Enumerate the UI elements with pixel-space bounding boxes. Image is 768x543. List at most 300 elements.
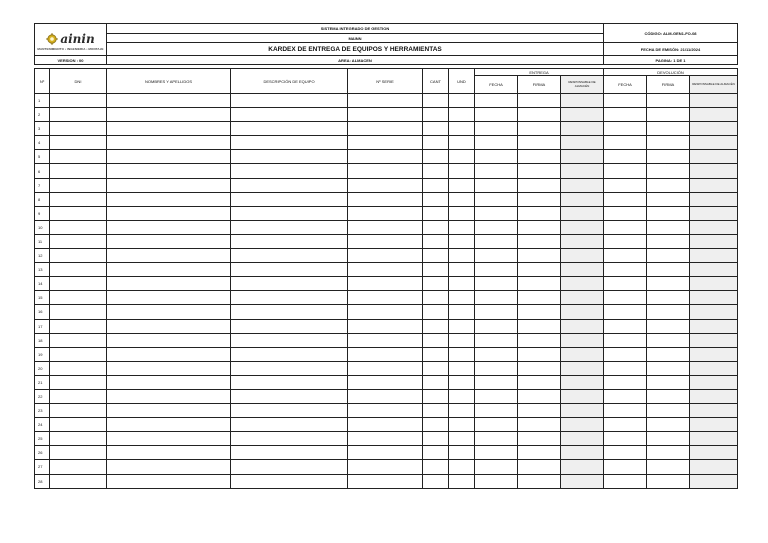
return-responsible-cell[interactable] bbox=[690, 361, 738, 375]
delivery-date-cell[interactable] bbox=[475, 206, 518, 220]
dni-cell[interactable] bbox=[50, 206, 107, 220]
return-sign-cell[interactable] bbox=[647, 277, 690, 291]
description-cell[interactable] bbox=[231, 389, 348, 403]
delivery-responsible-cell[interactable] bbox=[561, 263, 604, 277]
return-sign-cell[interactable] bbox=[647, 206, 690, 220]
delivery-responsible-cell[interactable] bbox=[561, 249, 604, 263]
return-responsible-cell[interactable] bbox=[690, 418, 738, 432]
delivery-responsible-cell[interactable] bbox=[561, 220, 604, 234]
return-responsible-cell[interactable] bbox=[690, 305, 738, 319]
description-cell[interactable] bbox=[231, 192, 348, 206]
return-date-cell[interactable] bbox=[604, 347, 647, 361]
quantity-cell[interactable] bbox=[423, 404, 449, 418]
names-cell[interactable] bbox=[107, 206, 231, 220]
names-cell[interactable] bbox=[107, 474, 231, 488]
dni-cell[interactable] bbox=[50, 94, 107, 108]
serial-cell[interactable] bbox=[348, 122, 423, 136]
names-cell[interactable] bbox=[107, 418, 231, 432]
quantity-cell[interactable] bbox=[423, 164, 449, 178]
return-responsible-cell[interactable] bbox=[690, 178, 738, 192]
return-sign-cell[interactable] bbox=[647, 150, 690, 164]
unit-cell[interactable] bbox=[449, 404, 475, 418]
return-date-cell[interactable] bbox=[604, 192, 647, 206]
unit-cell[interactable] bbox=[449, 263, 475, 277]
serial-cell[interactable] bbox=[348, 432, 423, 446]
delivery-sign-cell[interactable] bbox=[518, 178, 561, 192]
delivery-date-cell[interactable] bbox=[475, 333, 518, 347]
return-sign-cell[interactable] bbox=[647, 375, 690, 389]
return-date-cell[interactable] bbox=[604, 234, 647, 248]
delivery-responsible-cell[interactable] bbox=[561, 432, 604, 446]
dni-cell[interactable] bbox=[50, 474, 107, 488]
delivery-responsible-cell[interactable] bbox=[561, 206, 604, 220]
delivery-date-cell[interactable] bbox=[475, 404, 518, 418]
delivery-responsible-cell[interactable] bbox=[561, 319, 604, 333]
names-cell[interactable] bbox=[107, 249, 231, 263]
quantity-cell[interactable] bbox=[423, 249, 449, 263]
delivery-responsible-cell[interactable] bbox=[561, 150, 604, 164]
serial-cell[interactable] bbox=[348, 375, 423, 389]
dni-cell[interactable] bbox=[50, 432, 107, 446]
description-cell[interactable] bbox=[231, 375, 348, 389]
delivery-sign-cell[interactable] bbox=[518, 291, 561, 305]
dni-cell[interactable] bbox=[50, 263, 107, 277]
unit-cell[interactable] bbox=[449, 418, 475, 432]
delivery-sign-cell[interactable] bbox=[518, 164, 561, 178]
dni-cell[interactable] bbox=[50, 122, 107, 136]
return-responsible-cell[interactable] bbox=[690, 192, 738, 206]
return-responsible-cell[interactable] bbox=[690, 432, 738, 446]
names-cell[interactable] bbox=[107, 178, 231, 192]
unit-cell[interactable] bbox=[449, 347, 475, 361]
names-cell[interactable] bbox=[107, 192, 231, 206]
serial-cell[interactable] bbox=[348, 333, 423, 347]
return-sign-cell[interactable] bbox=[647, 460, 690, 474]
return-date-cell[interactable] bbox=[604, 164, 647, 178]
names-cell[interactable] bbox=[107, 460, 231, 474]
return-responsible-cell[interactable] bbox=[690, 94, 738, 108]
description-cell[interactable] bbox=[231, 432, 348, 446]
return-sign-cell[interactable] bbox=[647, 108, 690, 122]
delivery-sign-cell[interactable] bbox=[518, 333, 561, 347]
serial-cell[interactable] bbox=[348, 291, 423, 305]
quantity-cell[interactable] bbox=[423, 122, 449, 136]
unit-cell[interactable] bbox=[449, 136, 475, 150]
description-cell[interactable] bbox=[231, 277, 348, 291]
delivery-sign-cell[interactable] bbox=[518, 474, 561, 488]
return-sign-cell[interactable] bbox=[647, 361, 690, 375]
return-sign-cell[interactable] bbox=[647, 263, 690, 277]
return-responsible-cell[interactable] bbox=[690, 150, 738, 164]
return-date-cell[interactable] bbox=[604, 432, 647, 446]
delivery-responsible-cell[interactable] bbox=[561, 347, 604, 361]
delivery-date-cell[interactable] bbox=[475, 150, 518, 164]
delivery-responsible-cell[interactable] bbox=[561, 375, 604, 389]
dni-cell[interactable] bbox=[50, 347, 107, 361]
delivery-date-cell[interactable] bbox=[475, 375, 518, 389]
return-date-cell[interactable] bbox=[604, 249, 647, 263]
delivery-responsible-cell[interactable] bbox=[561, 277, 604, 291]
delivery-sign-cell[interactable] bbox=[518, 432, 561, 446]
names-cell[interactable] bbox=[107, 263, 231, 277]
return-sign-cell[interactable] bbox=[647, 178, 690, 192]
serial-cell[interactable] bbox=[348, 192, 423, 206]
serial-cell[interactable] bbox=[348, 361, 423, 375]
dni-cell[interactable] bbox=[50, 164, 107, 178]
return-responsible-cell[interactable] bbox=[690, 446, 738, 460]
quantity-cell[interactable] bbox=[423, 220, 449, 234]
serial-cell[interactable] bbox=[348, 150, 423, 164]
unit-cell[interactable] bbox=[449, 277, 475, 291]
delivery-date-cell[interactable] bbox=[475, 178, 518, 192]
delivery-responsible-cell[interactable] bbox=[561, 333, 604, 347]
dni-cell[interactable] bbox=[50, 136, 107, 150]
unit-cell[interactable] bbox=[449, 249, 475, 263]
quantity-cell[interactable] bbox=[423, 234, 449, 248]
delivery-sign-cell[interactable] bbox=[518, 263, 561, 277]
unit-cell[interactable] bbox=[449, 460, 475, 474]
serial-cell[interactable] bbox=[348, 460, 423, 474]
delivery-sign-cell[interactable] bbox=[518, 446, 561, 460]
dni-cell[interactable] bbox=[50, 178, 107, 192]
unit-cell[interactable] bbox=[449, 389, 475, 403]
description-cell[interactable] bbox=[231, 361, 348, 375]
return-sign-cell[interactable] bbox=[647, 474, 690, 488]
names-cell[interactable] bbox=[107, 291, 231, 305]
description-cell[interactable] bbox=[231, 418, 348, 432]
serial-cell[interactable] bbox=[348, 136, 423, 150]
delivery-sign-cell[interactable] bbox=[518, 249, 561, 263]
return-sign-cell[interactable] bbox=[647, 220, 690, 234]
delivery-date-cell[interactable] bbox=[475, 277, 518, 291]
delivery-sign-cell[interactable] bbox=[518, 418, 561, 432]
quantity-cell[interactable] bbox=[423, 389, 449, 403]
return-responsible-cell[interactable] bbox=[690, 136, 738, 150]
dni-cell[interactable] bbox=[50, 291, 107, 305]
delivery-date-cell[interactable] bbox=[475, 319, 518, 333]
quantity-cell[interactable] bbox=[423, 305, 449, 319]
delivery-responsible-cell[interactable] bbox=[561, 446, 604, 460]
dni-cell[interactable] bbox=[50, 319, 107, 333]
return-date-cell[interactable] bbox=[604, 319, 647, 333]
names-cell[interactable] bbox=[107, 136, 231, 150]
dni-cell[interactable] bbox=[50, 108, 107, 122]
description-cell[interactable] bbox=[231, 234, 348, 248]
dni-cell[interactable] bbox=[50, 305, 107, 319]
delivery-date-cell[interactable] bbox=[475, 389, 518, 403]
names-cell[interactable] bbox=[107, 108, 231, 122]
return-responsible-cell[interactable] bbox=[690, 249, 738, 263]
names-cell[interactable] bbox=[107, 220, 231, 234]
return-responsible-cell[interactable] bbox=[690, 319, 738, 333]
names-cell[interactable] bbox=[107, 164, 231, 178]
quantity-cell[interactable] bbox=[423, 474, 449, 488]
serial-cell[interactable] bbox=[348, 164, 423, 178]
return-date-cell[interactable] bbox=[604, 263, 647, 277]
delivery-sign-cell[interactable] bbox=[518, 375, 561, 389]
delivery-responsible-cell[interactable] bbox=[561, 234, 604, 248]
quantity-cell[interactable] bbox=[423, 446, 449, 460]
unit-cell[interactable] bbox=[449, 234, 475, 248]
delivery-date-cell[interactable] bbox=[475, 460, 518, 474]
return-date-cell[interactable] bbox=[604, 418, 647, 432]
return-sign-cell[interactable] bbox=[647, 192, 690, 206]
delivery-sign-cell[interactable] bbox=[518, 277, 561, 291]
delivery-date-cell[interactable] bbox=[475, 220, 518, 234]
quantity-cell[interactable] bbox=[423, 206, 449, 220]
return-responsible-cell[interactable] bbox=[690, 389, 738, 403]
delivery-sign-cell[interactable] bbox=[518, 94, 561, 108]
return-date-cell[interactable] bbox=[604, 220, 647, 234]
quantity-cell[interactable] bbox=[423, 263, 449, 277]
delivery-responsible-cell[interactable] bbox=[561, 122, 604, 136]
return-sign-cell[interactable] bbox=[647, 122, 690, 136]
serial-cell[interactable] bbox=[348, 446, 423, 460]
names-cell[interactable] bbox=[107, 347, 231, 361]
return-date-cell[interactable] bbox=[604, 108, 647, 122]
dni-cell[interactable] bbox=[50, 277, 107, 291]
serial-cell[interactable] bbox=[348, 277, 423, 291]
return-sign-cell[interactable] bbox=[647, 347, 690, 361]
description-cell[interactable] bbox=[231, 220, 348, 234]
unit-cell[interactable] bbox=[449, 432, 475, 446]
return-sign-cell[interactable] bbox=[647, 164, 690, 178]
quantity-cell[interactable] bbox=[423, 418, 449, 432]
return-date-cell[interactable] bbox=[604, 446, 647, 460]
delivery-date-cell[interactable] bbox=[475, 192, 518, 206]
delivery-date-cell[interactable] bbox=[475, 164, 518, 178]
quantity-cell[interactable] bbox=[423, 108, 449, 122]
unit-cell[interactable] bbox=[449, 446, 475, 460]
delivery-date-cell[interactable] bbox=[475, 122, 518, 136]
delivery-responsible-cell[interactable] bbox=[561, 94, 604, 108]
serial-cell[interactable] bbox=[348, 249, 423, 263]
quantity-cell[interactable] bbox=[423, 291, 449, 305]
unit-cell[interactable] bbox=[449, 319, 475, 333]
return-sign-cell[interactable] bbox=[647, 305, 690, 319]
delivery-sign-cell[interactable] bbox=[518, 305, 561, 319]
dni-cell[interactable] bbox=[50, 446, 107, 460]
delivery-responsible-cell[interactable] bbox=[561, 305, 604, 319]
return-responsible-cell[interactable] bbox=[690, 220, 738, 234]
return-responsible-cell[interactable] bbox=[690, 460, 738, 474]
description-cell[interactable] bbox=[231, 347, 348, 361]
quantity-cell[interactable] bbox=[423, 136, 449, 150]
serial-cell[interactable] bbox=[348, 305, 423, 319]
delivery-sign-cell[interactable] bbox=[518, 361, 561, 375]
description-cell[interactable] bbox=[231, 94, 348, 108]
quantity-cell[interactable] bbox=[423, 277, 449, 291]
names-cell[interactable] bbox=[107, 319, 231, 333]
return-responsible-cell[interactable] bbox=[690, 347, 738, 361]
return-date-cell[interactable] bbox=[604, 150, 647, 164]
return-sign-cell[interactable] bbox=[647, 291, 690, 305]
return-date-cell[interactable] bbox=[604, 474, 647, 488]
dni-cell[interactable] bbox=[50, 418, 107, 432]
unit-cell[interactable] bbox=[449, 192, 475, 206]
return-date-cell[interactable] bbox=[604, 375, 647, 389]
names-cell[interactable] bbox=[107, 375, 231, 389]
return-sign-cell[interactable] bbox=[647, 389, 690, 403]
serial-cell[interactable] bbox=[348, 474, 423, 488]
return-responsible-cell[interactable] bbox=[690, 291, 738, 305]
description-cell[interactable] bbox=[231, 136, 348, 150]
description-cell[interactable] bbox=[231, 333, 348, 347]
names-cell[interactable] bbox=[107, 432, 231, 446]
serial-cell[interactable] bbox=[348, 418, 423, 432]
dni-cell[interactable] bbox=[50, 249, 107, 263]
delivery-date-cell[interactable] bbox=[475, 136, 518, 150]
delivery-sign-cell[interactable] bbox=[518, 220, 561, 234]
unit-cell[interactable] bbox=[449, 164, 475, 178]
return-responsible-cell[interactable] bbox=[690, 277, 738, 291]
return-date-cell[interactable] bbox=[604, 460, 647, 474]
return-date-cell[interactable] bbox=[604, 291, 647, 305]
delivery-sign-cell[interactable] bbox=[518, 206, 561, 220]
delivery-date-cell[interactable] bbox=[475, 361, 518, 375]
description-cell[interactable] bbox=[231, 474, 348, 488]
names-cell[interactable] bbox=[107, 234, 231, 248]
quantity-cell[interactable] bbox=[423, 319, 449, 333]
delivery-responsible-cell[interactable] bbox=[561, 164, 604, 178]
return-responsible-cell[interactable] bbox=[690, 206, 738, 220]
delivery-date-cell[interactable] bbox=[475, 234, 518, 248]
return-responsible-cell[interactable] bbox=[690, 234, 738, 248]
return-date-cell[interactable] bbox=[604, 94, 647, 108]
return-date-cell[interactable] bbox=[604, 389, 647, 403]
delivery-sign-cell[interactable] bbox=[518, 136, 561, 150]
delivery-sign-cell[interactable] bbox=[518, 234, 561, 248]
return-sign-cell[interactable] bbox=[647, 404, 690, 418]
return-date-cell[interactable] bbox=[604, 122, 647, 136]
serial-cell[interactable] bbox=[348, 347, 423, 361]
unit-cell[interactable] bbox=[449, 291, 475, 305]
dni-cell[interactable] bbox=[50, 375, 107, 389]
dni-cell[interactable] bbox=[50, 333, 107, 347]
delivery-date-cell[interactable] bbox=[475, 347, 518, 361]
delivery-sign-cell[interactable] bbox=[518, 122, 561, 136]
names-cell[interactable] bbox=[107, 333, 231, 347]
return-date-cell[interactable] bbox=[604, 178, 647, 192]
dni-cell[interactable] bbox=[50, 389, 107, 403]
return-sign-cell[interactable] bbox=[647, 333, 690, 347]
dni-cell[interactable] bbox=[50, 460, 107, 474]
description-cell[interactable] bbox=[231, 319, 348, 333]
quantity-cell[interactable] bbox=[423, 94, 449, 108]
unit-cell[interactable] bbox=[449, 375, 475, 389]
delivery-date-cell[interactable] bbox=[475, 249, 518, 263]
return-responsible-cell[interactable] bbox=[690, 474, 738, 488]
delivery-responsible-cell[interactable] bbox=[561, 404, 604, 418]
return-responsible-cell[interactable] bbox=[690, 122, 738, 136]
description-cell[interactable] bbox=[231, 404, 348, 418]
quantity-cell[interactable] bbox=[423, 375, 449, 389]
serial-cell[interactable] bbox=[348, 234, 423, 248]
delivery-date-cell[interactable] bbox=[475, 474, 518, 488]
serial-cell[interactable] bbox=[348, 206, 423, 220]
return-date-cell[interactable] bbox=[604, 404, 647, 418]
delivery-sign-cell[interactable] bbox=[518, 108, 561, 122]
unit-cell[interactable] bbox=[449, 150, 475, 164]
description-cell[interactable] bbox=[231, 164, 348, 178]
description-cell[interactable] bbox=[231, 150, 348, 164]
dni-cell[interactable] bbox=[50, 234, 107, 248]
serial-cell[interactable] bbox=[348, 404, 423, 418]
description-cell[interactable] bbox=[231, 122, 348, 136]
description-cell[interactable] bbox=[231, 263, 348, 277]
return-sign-cell[interactable] bbox=[647, 432, 690, 446]
return-sign-cell[interactable] bbox=[647, 319, 690, 333]
delivery-responsible-cell[interactable] bbox=[561, 178, 604, 192]
dni-cell[interactable] bbox=[50, 404, 107, 418]
return-sign-cell[interactable] bbox=[647, 418, 690, 432]
serial-cell[interactable] bbox=[348, 319, 423, 333]
names-cell[interactable] bbox=[107, 277, 231, 291]
quantity-cell[interactable] bbox=[423, 178, 449, 192]
quantity-cell[interactable] bbox=[423, 361, 449, 375]
unit-cell[interactable] bbox=[449, 305, 475, 319]
unit-cell[interactable] bbox=[449, 108, 475, 122]
dni-cell[interactable] bbox=[50, 192, 107, 206]
delivery-sign-cell[interactable] bbox=[518, 347, 561, 361]
delivery-sign-cell[interactable] bbox=[518, 460, 561, 474]
delivery-date-cell[interactable] bbox=[475, 291, 518, 305]
delivery-date-cell[interactable] bbox=[475, 432, 518, 446]
unit-cell[interactable] bbox=[449, 122, 475, 136]
names-cell[interactable] bbox=[107, 361, 231, 375]
delivery-date-cell[interactable] bbox=[475, 418, 518, 432]
dni-cell[interactable] bbox=[50, 220, 107, 234]
quantity-cell[interactable] bbox=[423, 460, 449, 474]
quantity-cell[interactable] bbox=[423, 192, 449, 206]
description-cell[interactable] bbox=[231, 108, 348, 122]
unit-cell[interactable] bbox=[449, 94, 475, 108]
dni-cell[interactable] bbox=[50, 361, 107, 375]
names-cell[interactable] bbox=[107, 446, 231, 460]
delivery-date-cell[interactable] bbox=[475, 94, 518, 108]
names-cell[interactable] bbox=[107, 389, 231, 403]
return-date-cell[interactable] bbox=[604, 136, 647, 150]
serial-cell[interactable] bbox=[348, 220, 423, 234]
delivery-responsible-cell[interactable] bbox=[561, 291, 604, 305]
return-sign-cell[interactable] bbox=[647, 94, 690, 108]
delivery-date-cell[interactable] bbox=[475, 305, 518, 319]
description-cell[interactable] bbox=[231, 178, 348, 192]
delivery-responsible-cell[interactable] bbox=[561, 108, 604, 122]
return-date-cell[interactable] bbox=[604, 305, 647, 319]
delivery-date-cell[interactable] bbox=[475, 263, 518, 277]
description-cell[interactable] bbox=[231, 249, 348, 263]
return-responsible-cell[interactable] bbox=[690, 164, 738, 178]
dni-cell[interactable] bbox=[50, 150, 107, 164]
description-cell[interactable] bbox=[231, 291, 348, 305]
description-cell[interactable] bbox=[231, 460, 348, 474]
return-date-cell[interactable] bbox=[604, 277, 647, 291]
quantity-cell[interactable] bbox=[423, 150, 449, 164]
return-sign-cell[interactable] bbox=[647, 446, 690, 460]
delivery-sign-cell[interactable] bbox=[518, 319, 561, 333]
delivery-responsible-cell[interactable] bbox=[561, 460, 604, 474]
return-responsible-cell[interactable] bbox=[690, 263, 738, 277]
return-date-cell[interactable] bbox=[604, 361, 647, 375]
return-sign-cell[interactable] bbox=[647, 249, 690, 263]
return-date-cell[interactable] bbox=[604, 333, 647, 347]
return-sign-cell[interactable] bbox=[647, 136, 690, 150]
delivery-sign-cell[interactable] bbox=[518, 192, 561, 206]
delivery-sign-cell[interactable] bbox=[518, 389, 561, 403]
quantity-cell[interactable] bbox=[423, 333, 449, 347]
quantity-cell[interactable] bbox=[423, 432, 449, 446]
